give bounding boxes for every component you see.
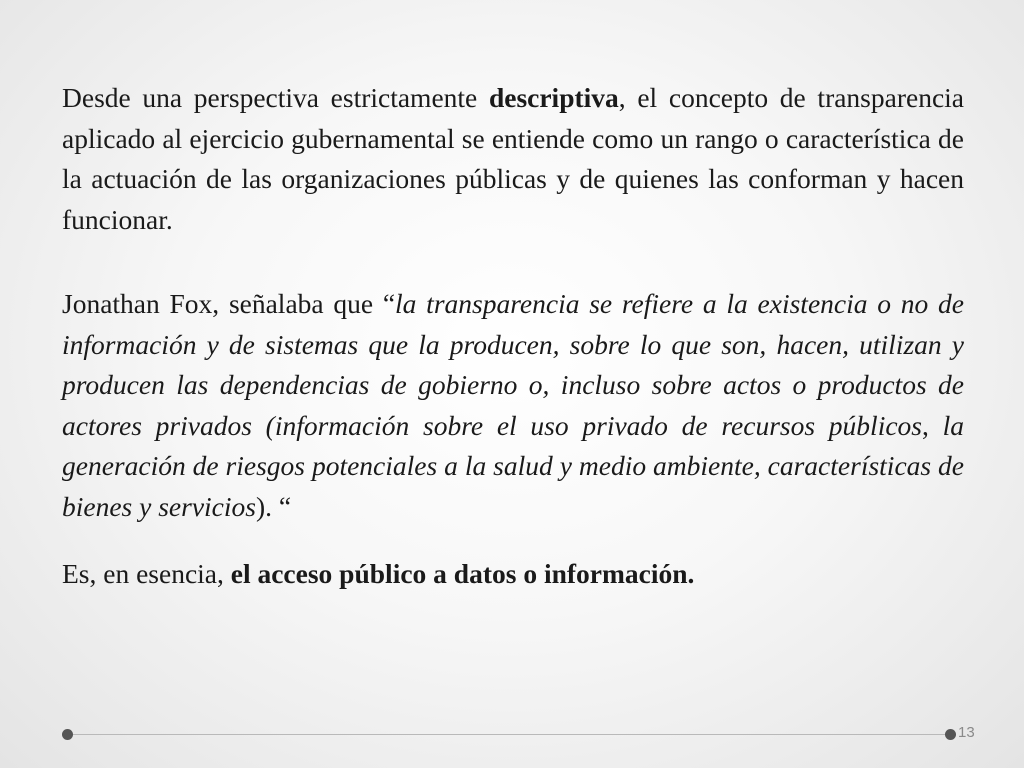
slide-body xyxy=(62,78,964,595)
paragraph-1-text-start: Desde una perspectiva estrictamente xyxy=(62,82,489,113)
fox-quotation-part-2: la generación de riesgos potenciales a la salud y medio ambiente, características de bienes y servicios xyxy=(62,409,965,522)
fox-quotation xyxy=(62,288,964,522)
slide-number: 13 xyxy=(958,724,975,741)
paragraph-1-emphasis: descriptiva xyxy=(488,82,619,113)
paragraph-3-text-start: Es, en esencia, xyxy=(62,558,231,589)
footer-left-dot-icon xyxy=(62,729,73,740)
fox-quotation-comma: , xyxy=(922,409,929,441)
paragraph-fox-quote xyxy=(62,284,964,527)
paragraph-descriptive-definition xyxy=(62,78,964,240)
footer-divider xyxy=(68,734,950,735)
paragraph-3-emphasis: el acceso público a datos o información. xyxy=(230,558,695,589)
fox-quotation-part-1: la transparencia se refiere a la existencia o no de información y de sistemas que la producen, sobre lo que son, hacen, utilizan y producen las dependencias de gobierno o, incluso sobre actos o productos de actores privados (información sobre el uso privado de recursos públicos xyxy=(62,288,964,441)
paragraph-1-text-end: , el concepto de transparencia aplicado al ejercicio gubernamental se entiende como un rango o característica de la actuación de las organizaciones públicas y de quienes las conforman y hacen funcionar. xyxy=(62,82,965,235)
footer-right-dot-icon xyxy=(945,729,956,740)
paragraph-2-closing: ). “ xyxy=(255,490,292,522)
paragraph-conclusion xyxy=(62,554,964,595)
paragraph-2-intro: Jonathan Fox, señalaba que “ xyxy=(62,288,396,319)
